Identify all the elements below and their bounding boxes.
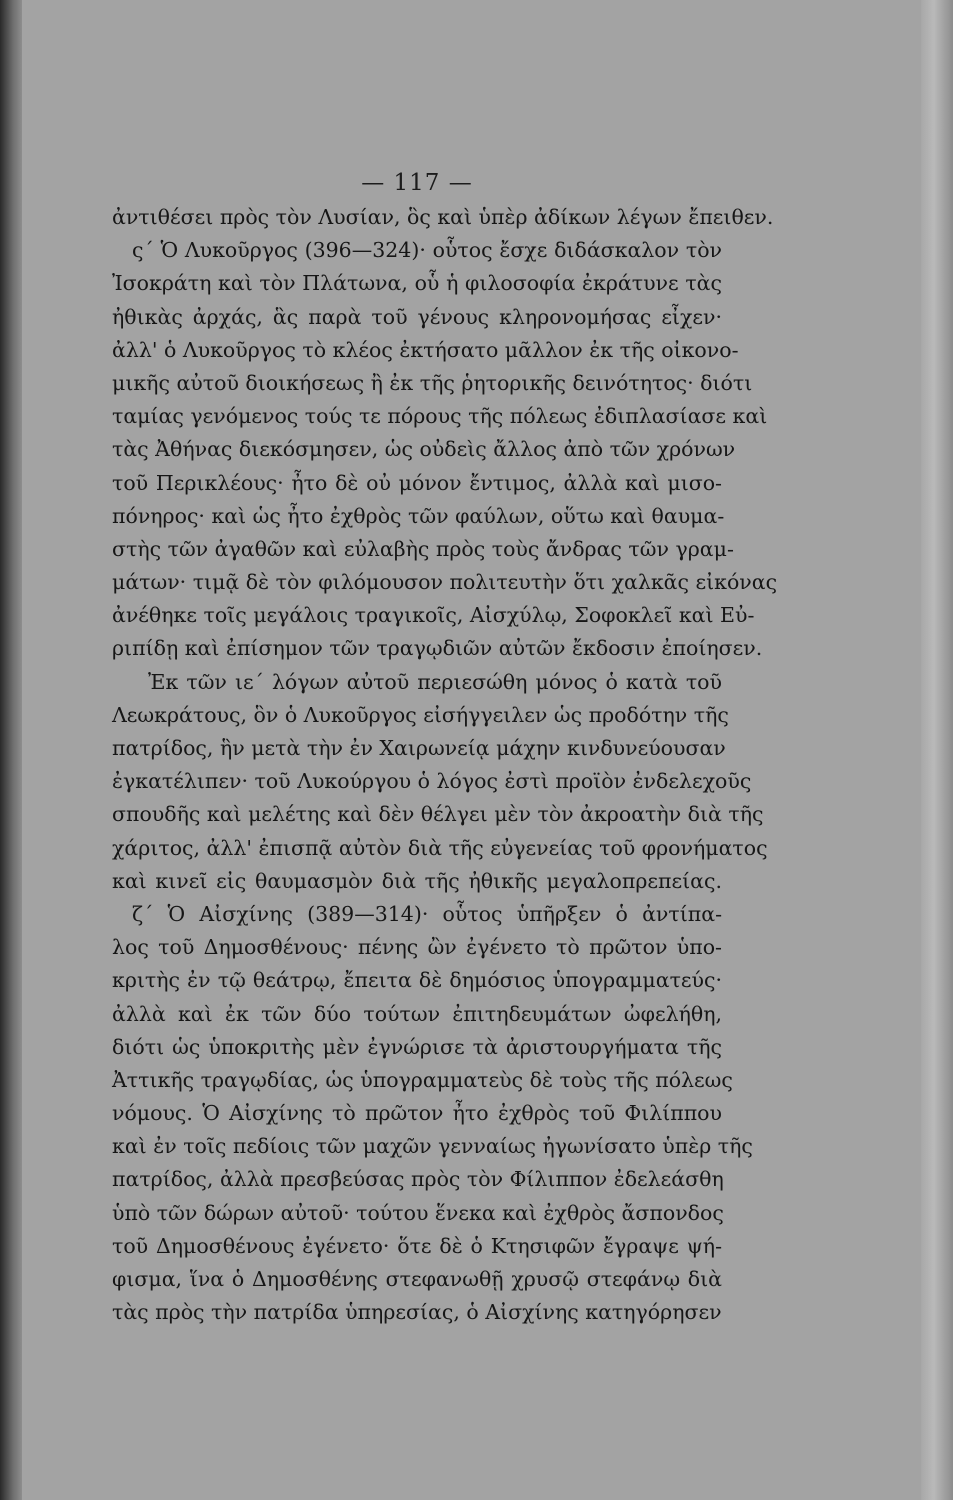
text-line: καὶ κινεῖ εἰς θαυμασμὸν διὰ τῆς ἠθικῆς μεγαλοπρεπείας. [112,868,722,893]
page-edge [921,0,953,1500]
text-line: τοῦ Δημοσθένους ἐγένετο· ὅτε δὲ ὁ Κτησιφῶν ἔγραψε ψή- [112,1233,722,1258]
text-line: σπουδῆς καὶ μελέτης καὶ δὲν θέλγει μὲν τὸν ἀκροατὴν διὰ τῆς [112,802,764,827]
text-line: πατρίδος, ἀλλὰ πρεσβεύσας πρὸς τὸν Φίλιππον ἐδελεάσθη [112,1167,724,1192]
text-line: καὶ ἐν τοῖς πεδίοις τῶν μαχῶν γενναίως ἠγωνίσατο ὑπὲρ τῆς [112,1134,753,1159]
text-line: ὑπὸ τῶν δώρων αὐτοῦ· τούτου ἕνεκα καὶ ἐχθρὸς ἄσπονδος [112,1200,724,1225]
book-gutter-shadow [0,0,22,1500]
text-line: μικῆς αὐτοῦ διοικήσεως ἢ ἐκ τῆς ῥητορικῆς δεινότητος· διότι [112,370,753,395]
body-text [112,201,778,1329]
text-line: τὰς πρὸς τὴν πατρίδα ὑπηρεσίας, ὁ Αἰσχίνης κατηγόρησεν [112,1300,722,1325]
text-line: πατρίδος, ἣν μετὰ τὴν ἐν Χαιρωνείᾳ μάχην κινδυνεύουσαν [112,736,726,760]
text-line: ἐγκατέλιπεν· τοῦ Λυκούργου ὁ λόγος ἐστὶ προϊὸν ἐνδελεχοῦς [112,769,752,794]
text-line: τοῦ Περικλέους· ἦτο δὲ οὐ μόνον ἔντιμος, ἀλλὰ καὶ μισο- [112,470,722,495]
text-line: ἀλλὰ καὶ ἐκ τῶν δύο τούτων ἐπιτηδευμάτων ὠφελήθη, [112,1001,722,1026]
text-line: μάτων· τιμᾷ δὲ τὸν φιλόμουσον πολιτευτὴν ὅτι χαλκᾶς εἰκόνας [112,570,778,595]
text-line: χάριτος, ἀλλ' ἐπισπᾷ αὐτὸν διὰ τῆς εὐγενείας τοῦ φρονήματος [112,835,768,860]
page-number: — 117 — [361,170,473,196]
text-line: πόνηρος· καὶ ὡς ἦτο ἐχθρὸς τῶν φαύλων, οὕτω καὶ θαυμα- [112,503,725,528]
text-line: Λεωκράτους, ὃν ὁ Λυκοῦργος εἰσήγγειλεν ὡς προδότην τῆς [112,702,729,727]
text-line: ἀντιθέσει πρὸς τὸν Λυσίαν, ὃς καὶ ὑπὲρ ἀδίκων λέγων ἔπειθεν. [112,205,774,229]
text-line: στὴς τῶν ἀγαθῶν καὶ εὐλαβὴς πρὸς τοὺς ἄνδρας τῶν γραμ- [112,536,734,561]
text-line: Ἰσοκράτη καὶ τὸν Πλάτωνα, οὗ ἡ φιλοσοφία ἐκράτυνε τὰς [112,271,722,296]
text-line: φισμα, ἵνα ὁ Δημοσθένης στεφανωθῇ χρυσῷ στεφάνῳ διὰ [112,1267,722,1291]
text-line: Ἐκ τῶν ιε΄ λόγων αὐτοῦ περιεσώθη μόνος ὁ κατὰ τοῦ [148,669,722,694]
text-line: Ἀττικῆς τραγῳδίας, ὡς ὑπογραμματεὺς δὲ τοὺς τῆς πόλεως [112,1067,733,1092]
text-line: ζ΄ Ὁ Αἰσχίνης (389—314)· οὗτος ὑπῆρξεν ὁ ἀντίπα- [132,901,722,926]
book-page [22,0,921,1500]
text-line: νόμους. Ὁ Αἰσχίνης τὸ πρῶτον ἦτο ἐχθρὸς τοῦ Φιλίππου [112,1101,722,1126]
text-line: κριτὴς ἐν τῷ θεάτρῳ, ἔπειτα δὲ δημόσιος ὑπογραμματεύς· [112,968,722,993]
text-line: λος τοῦ Δημοσθένους· πένης ὢν ἐγένετο τὸ πρῶτον ὑπο- [112,935,722,960]
text-line: ς΄ Ὁ Λυκοῦργος (396—324)· οὗτος ἔσχε διδάσκαλον τὸν [132,238,722,263]
text-line: ἀλλ' ὁ Λυκοῦργος τὸ κλέος ἐκτήσατο μᾶλλον ἐκ τῆς οἰκονο- [112,337,739,362]
text-line: τὰς Ἀθήνας διεκόσμησεν, ὡς οὐδεὶς ἄλλος ἀπὸ τῶν χρόνων [112,437,736,462]
text-line: ἠθικὰς ἀρχάς, ἃς παρὰ τοῦ γένους κληρονομήσας εἶχεν· [112,304,722,329]
text-line: ριπίδῃ καὶ ἐπίσημον τῶν τραγῳδιῶν αὐτῶν ἔκδοσιν ἐποίησεν. [112,636,763,661]
text-line: ἀνέθηκε τοῖς μεγάλοις τραγικοῖς, Αἰσχύλῳ, Σοφοκλεῖ καὶ Εὐ- [112,603,755,628]
text-line: ταμίας γενόμενος τούς τε πόρους τῆς πόλεως ἐδιπλασίασε καὶ [112,404,768,429]
text-line: διότι ὡς ὑποκριτὴς μὲν ἐγνώρισε τὰ ἀριστουργήματα τῆς [112,1034,722,1059]
